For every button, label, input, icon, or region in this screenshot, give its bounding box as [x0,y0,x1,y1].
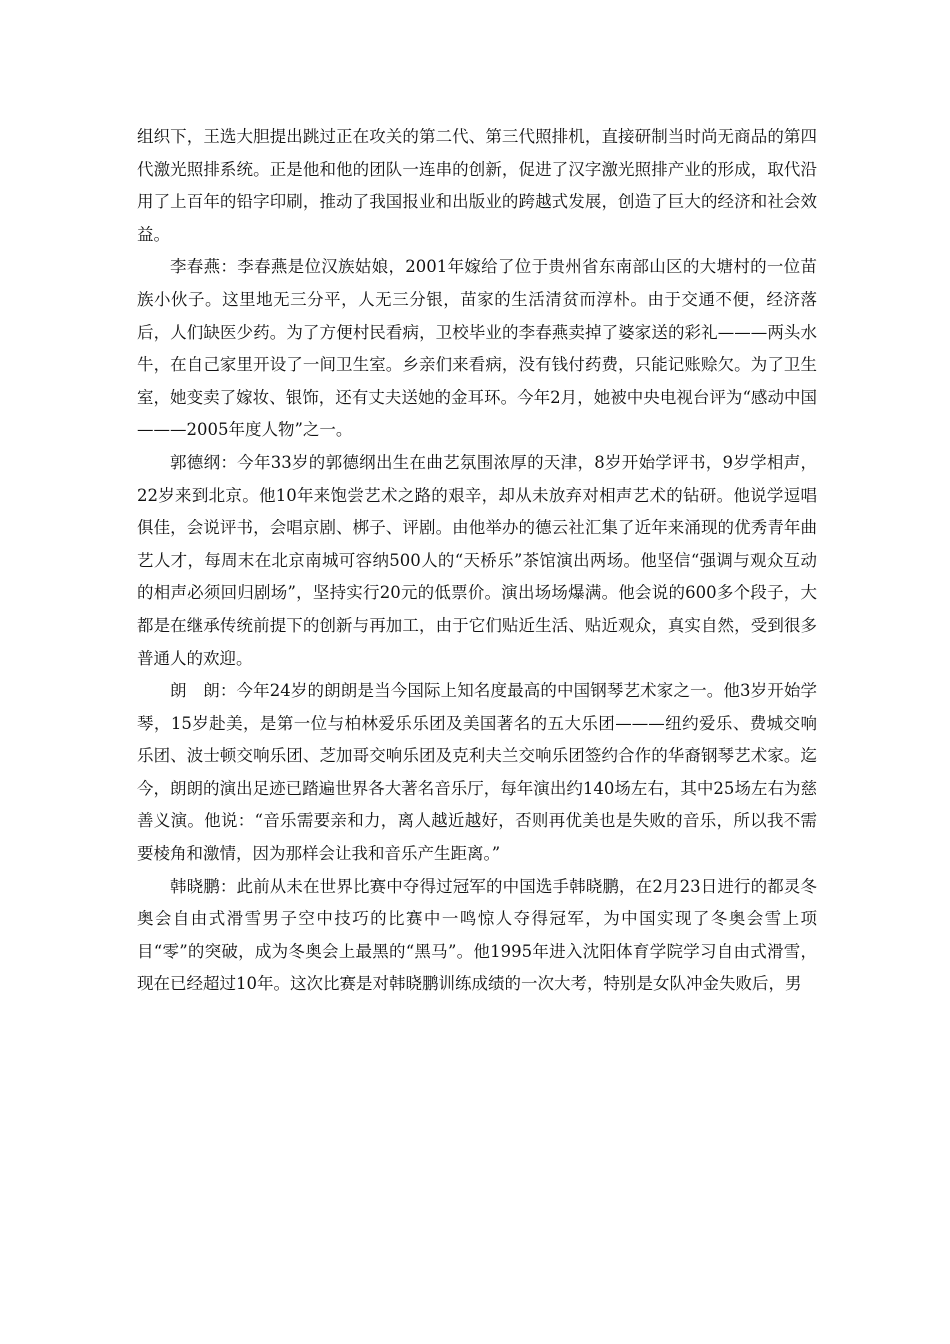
paragraph-wang-xuan-continued: 组织下，王选大胆提出跳过正在攻关的第二代、第三代照排机，直接研制当时尚无商品的第四代激光照排系统。正是他和他的团队一连串的创新，促进了汉字激光照排产业的形成，取代沿用了上百年的铅字印刷，推动了我国报业和出版业的跨越式发展，创造了巨大的经济和社会效益。 [137,127,817,244]
paragraph-han-xiaopeng: 韩晓鹏：此前从未在世界比赛中夺得过冠军的中国选手韩晓鹏，在2月23日进行的都灵冬奥会自由式滑雪男子空中技巧的比赛中一鸣惊人夺得冠军，为中国实现了冬奥会雪上项目“零”的突破，成为冬奥会上最黑的“黑马”。他1995年进入沈阳体育学院学习自由式滑雪，现在已经超过10年。这次比赛是对韩晓鹏训练成绩的一次大考，特别是女队冲金失败后，男 [137,876,817,994]
paragraph-li-chunyan: 李春燕：李春燕是位汉族姑娘，2001年嫁给了位于贵州省东南部山区的大塘村的一位苗族小伙子。这里地无三分平，人无三分银，苗家的生活清贫而淳朴。由于交通不便，经济落后，人们缺医少药。为了方便村民看病，卫校毕业的李春燕卖掉了婆家送的彩礼———两头水牛，在自己家里开设了一间卫生室。乡亲们来看病，没有钱付药费，只能记账赊欠。为了卫生室，她变卖了嫁妆、银饰，还有丈夫送她的金耳环。今年2月，她被中央电视台评为“感动中国———2005年度人物”之一。 [137,257,817,440]
paragraph-guo-degang: 郭德纲：今年33岁的郭德纲出生在曲艺氛围浓厚的天津，8岁开始学评书，9岁学相声，22岁来到北京。他10年来饱尝艺术之路的艰辛，却从未放弃对相声艺术的钻研。他说学逗唱俱佳，会说评书，会唱京剧、梆子、评剧。由他举办的德云社汇集了近年来涌现的优秀青年曲艺人才，每周末在北京南城可容纳500人的“天桥乐”茶馆演出两场。他坚信“强调与观众互动的相声必须回归剧场”，坚持实行20元的低票价。演出场场爆满。他会说的600多个段子，大都是在继承传统前提下的创新与再加工，由于它们贴近生活、贴近观众，真实自然，受到很多普通人的欢迎。 [137,452,817,668]
paragraph-lang-lang: 朗 朗：今年24岁的朗朗是当今国际上知名度最高的中国钢琴艺术家之一。他3岁开始学琴，15岁赴美，是第一位与柏林爱乐乐团及美国著名的五大乐团———纽约爱乐、费城交响乐团、波士顿交响乐团、芝加哥交响乐团及克利夫兰交响乐团签约合作的华裔钢琴艺术家。迄今，朗朗的演出足迹已踏遍世界各大著名音乐厅，每年演出约140场左右，其中25场左右为慈善义演。他说：“音乐需要亲和力，离人越近越好，否则再优美也是失败的音乐，所以我不需要棱角和激情，因为那样会让我和音乐产生距离。” [137,681,817,864]
document-body [137,121,817,1001]
